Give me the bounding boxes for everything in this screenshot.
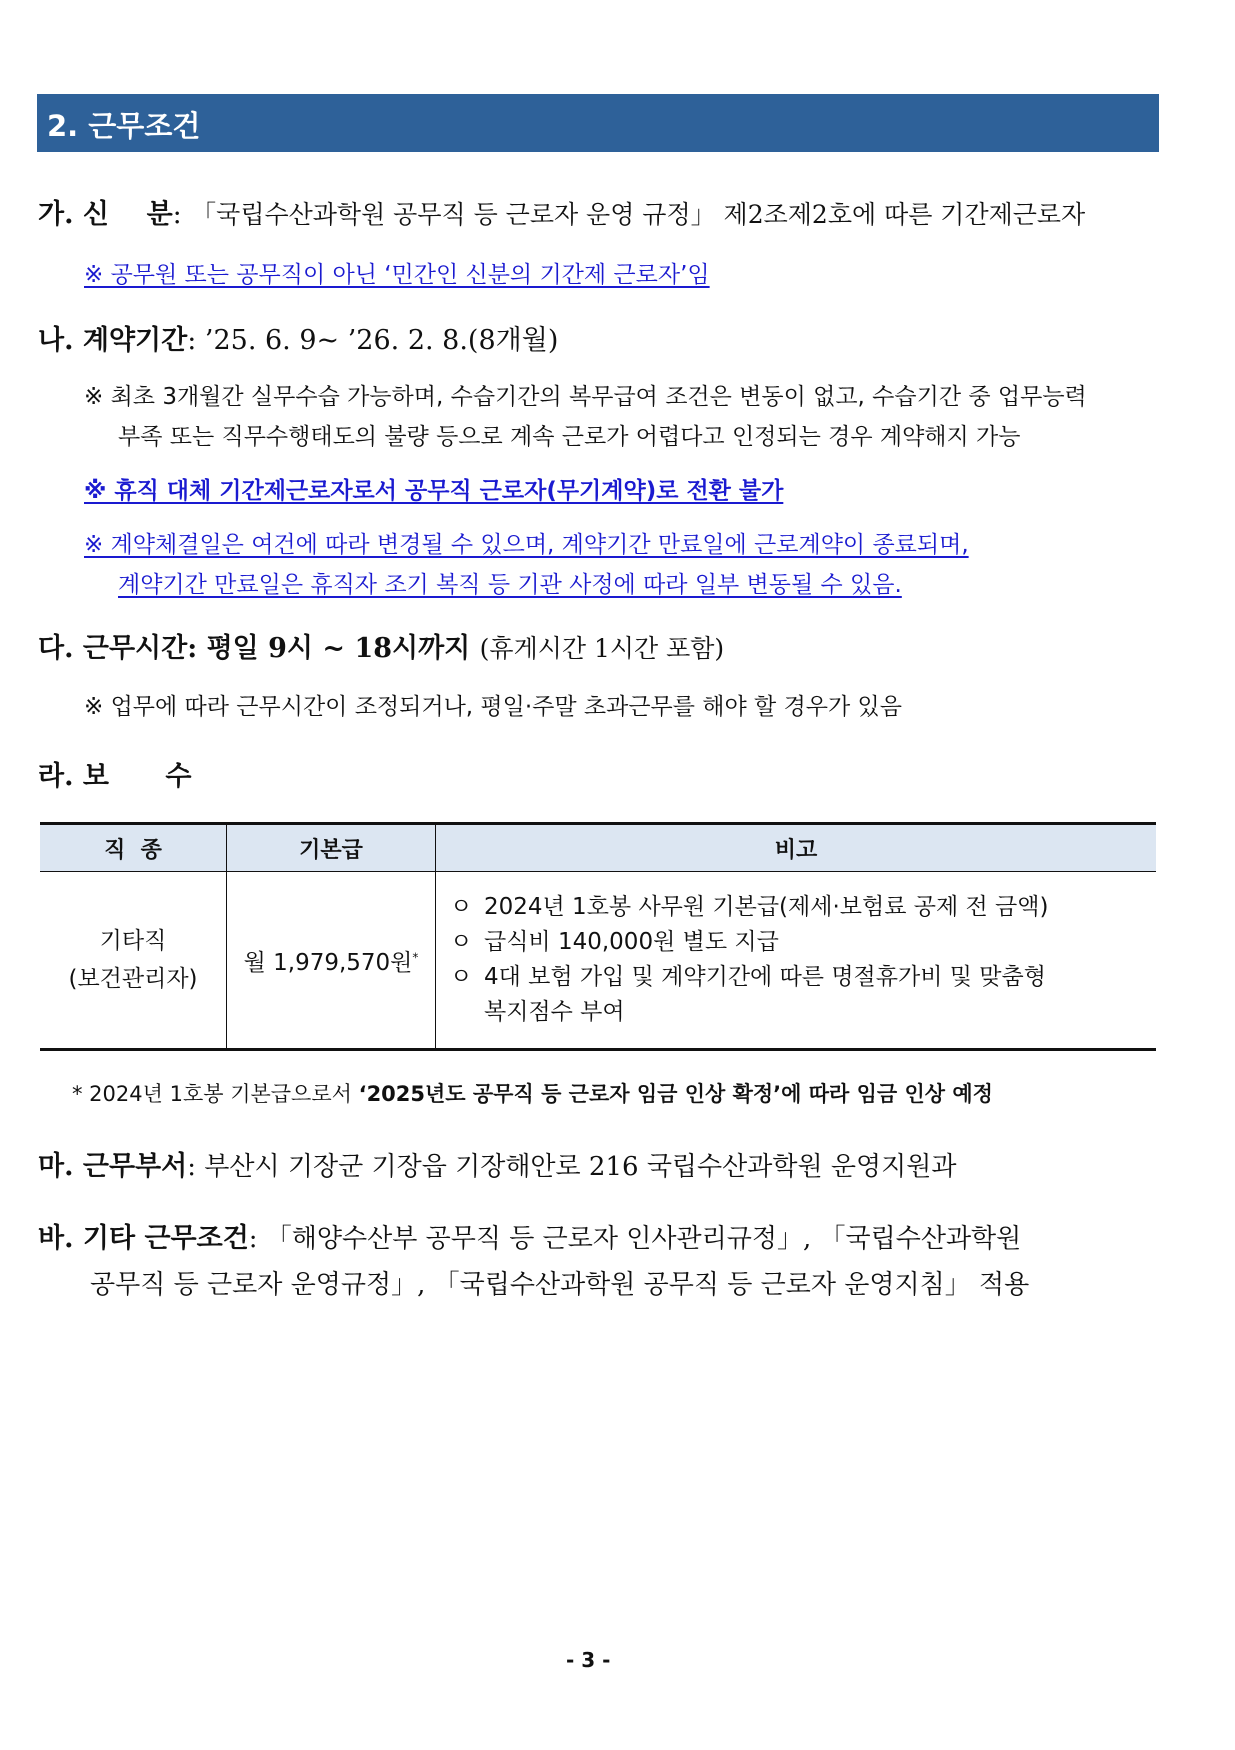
item-da-label: 다. 근무시간 <box>38 633 188 664</box>
salary-mark: * <box>412 949 419 964</box>
item-ga-label: 가. 신 분 <box>38 199 173 230</box>
item-da-text: : 평일 9시 ~ 18시까지 <box>187 633 471 664</box>
item-ma-text: : 부산시 기장군 기장읍 기장해안로 216 국립수산과학원 운영지원과 <box>187 1152 957 1182</box>
item-ga <box>38 192 1085 231</box>
remark-line <box>450 925 1144 960</box>
page-number: - 3 - <box>566 1648 611 1672</box>
job-line-1: 기타직 <box>99 928 167 954</box>
item-na <box>38 318 558 357</box>
item-na-note-blue-1: ※ 계약체결일은 여건에 따라 변경될 수 있으며, 계약기간 만료일에 근로계약이 종료되며, <box>84 532 969 558</box>
salary-value: 월 1,979,570원 <box>243 949 413 976</box>
item-ma-label: 마. 근무부서 <box>38 1151 188 1182</box>
item-na-note-1: ※ 최초 3개월간 실무수습 가능하며, 수습기간의 복무급여 조건은 변동이 없고, 수습기간 중 업무능력 <box>84 384 1087 410</box>
item-na-text: : ’25. 6. 9~ ’26. 2. 8.(8개월) <box>187 325 559 356</box>
cell-salary <box>227 872 436 1050</box>
item-ga-colon: : <box>172 199 182 230</box>
item-da-note: ※ 업무에 따라 근무시간이 조정되거나, 평일·주말 초과근무를 해야 할 경우가 있음 <box>84 694 902 720</box>
bullet-icon: ㅇ <box>450 964 473 990</box>
item-ma <box>38 1144 956 1183</box>
header-remarks: 비고 <box>436 824 1157 872</box>
item-da <box>38 626 724 665</box>
footnote <box>72 1078 993 1108</box>
item-ga-text: 「국립수산과학원 공무직 등 근로자 운영 규정」 제2조제2호에 따른 기간제근로자 <box>191 200 1086 229</box>
table-header-row <box>40 824 1156 872</box>
remark-line <box>450 960 1144 995</box>
section-title: 2. 근무조건 <box>47 109 201 143</box>
item-na-note-2: 부족 또는 직무수행태도의 불량 등으로 계속 근로가 어렵다고 인정되는 경우 계약해지 가능 <box>118 424 1021 450</box>
section-header <box>37 94 1159 152</box>
cell-remarks <box>436 872 1157 1050</box>
item-ga-note: ※ 공무원 또는 공무직이 아닌 ‘민간인 신분의 기간제 근로자’임 <box>84 262 710 288</box>
item-ba-text: : 「해양수산부 공무직 등 근로자 인사관리규정」, 「국립수산과학원 <box>248 1224 1022 1254</box>
footnote-bold: ‘2025년도 공무직 등 근로자 임금 인상 확정’에 따라 임금 인상 예정 <box>358 1082 993 1106</box>
item-ba <box>38 1216 1021 1255</box>
item-ba-text-2: 공무직 등 근로자 운영규정」, 「국립수산과학원 공무직 등 근로자 운영지침」 적용 <box>90 1270 1030 1300</box>
salary-table <box>40 822 1156 1051</box>
table-row <box>40 872 1156 1050</box>
cell-job <box>40 872 227 1050</box>
remark-line <box>450 890 1144 925</box>
item-na-note-blue-2: 계약기간 만료일은 휴직자 조기 복직 등 기관 사정에 따라 일부 변동될 수 있음. <box>118 572 902 598</box>
bullet-icon: ㅇ <box>450 929 473 955</box>
item-ba-label: 바. 기타 근무조건 <box>38 1223 249 1254</box>
job-line-2: (보건관리자) <box>68 966 198 992</box>
header-salary: 기본급 <box>227 824 436 872</box>
header-job: 직 종 <box>40 824 227 872</box>
remark-text: 2024년 1호봉 사무원 기본급(제세·보험료 공제 전 금액) <box>484 894 1049 920</box>
bullet-icon: ㅇ <box>450 894 473 920</box>
item-na-note-bold: ※ 휴직 대체 기간제근로자로서 공무직 근로자(무기계약)로 전환 불가 <box>84 478 784 504</box>
remark-continuation: 복지점수 부여 <box>484 999 625 1025</box>
item-na-label: 나. 계약기간 <box>38 325 188 356</box>
remark-text: 급식비 140,000원 별도 지급 <box>484 929 779 955</box>
footnote-prefix: * 2024년 1호봉 기본급으로서 <box>72 1082 359 1106</box>
item-da-sub: (휴게시간 1시간 포함) <box>479 634 725 663</box>
remark-text: 4대 보험 가입 및 계약기간에 따른 명절휴가비 및 맞춤형 <box>484 964 1046 990</box>
item-ra-label: 라. 보 수 <box>38 761 192 792</box>
